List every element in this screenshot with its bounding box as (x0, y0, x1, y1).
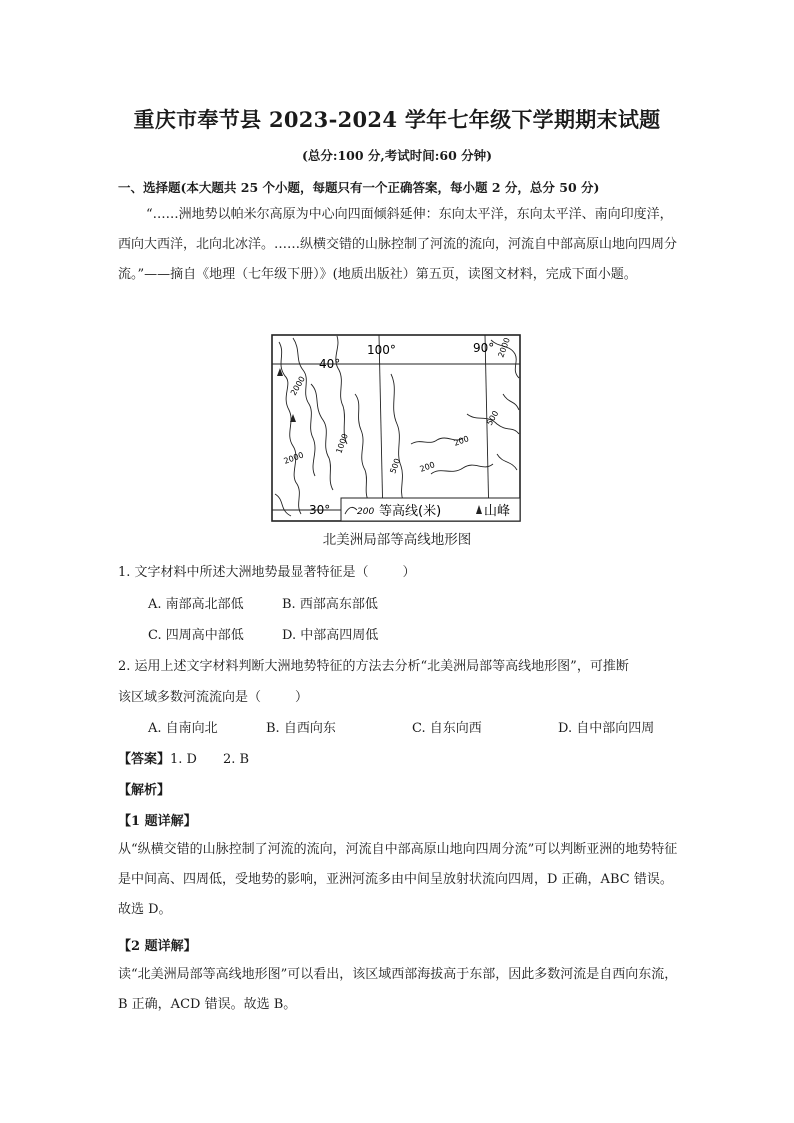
contour-label: 200 (452, 434, 471, 448)
q2-option-a: A. 自南向北 (148, 721, 218, 736)
question-2-stem-line2: 该区域多数河流流向是（ ） (118, 690, 309, 705)
material-text: “……洲地势以帕米尔高原为中心向四面倾斜延伸：东向太平洋，东向太平洋、南向印度洋，西向大西洋，北向北冰洋。……纵横交错的山脉控制了河流的流向，河流自中部高原山地向四周分流。”——摘自《地理（七年级下册）》(地质出版社）第五页，读图文材料，完成下面小题。 (118, 207, 678, 282)
contour-label: 1000 (334, 432, 350, 455)
contour-label: 500 (388, 457, 403, 475)
map-legend (341, 498, 520, 521)
q1-option-b: B. 西部高东部低 (282, 597, 378, 612)
lat-label-40: 40° (319, 357, 341, 371)
legend-contour-value: 200 (357, 507, 375, 517)
legend-peak-label: 山峰 (484, 504, 511, 519)
lon-label-100: 100° (367, 343, 396, 357)
answer-1: 1. D (170, 752, 197, 767)
answer-2: 2. B (222, 752, 250, 767)
q2-option-b: B. 自西向东 (266, 721, 336, 736)
map-caption: 北美洲局部等高线地形图 (322, 532, 472, 548)
contour-label: 2000 (288, 374, 307, 397)
contour-map (271, 334, 521, 522)
q1-option-c: C. 四周高中部低 (148, 628, 244, 643)
contour-label: 2000 (496, 336, 512, 359)
q2-option-c: C. 自东向西 (412, 721, 482, 736)
contour-label: 2000 (282, 450, 305, 466)
q1-analysis-text: 从“纵横交错的山脉控制了河流的流向，河流自中部高原山地向四周分流”可以判断亚洲的地势特征是中间高、四周低，受地势的影响，亚洲河流多由中间呈放射状流向四周，D 正确，ABC 错误。故选 D。 (118, 842, 678, 917)
question-2-stem-line1: 2. 运用上述文字材料判断大洲地势特征的方法去分析“北美洲局部等高线地形图”，可推断 (118, 659, 629, 674)
section-heading: 一、选择题(本大题共 25 个小题，每题只有一个正确答案，每小题 2 分，总分 50 分) (118, 180, 600, 195)
q2-analysis-text: 读“北美洲局部等高线地形图”可以看出，该区域西部海拔高于东部，因此多数河流是自西向东流，B 正确，ACD 错误。故选 B。 (118, 967, 678, 1012)
lat-label-30: 30° (309, 503, 331, 517)
exam-info: (总分:100 分,考试时间:60 分钟) (301, 148, 493, 163)
q2-analysis-label: 【2 题详解】 (118, 939, 197, 954)
answer-label: 【答案】 (118, 752, 171, 767)
q1-analysis-label: 【1 题详解】 (118, 814, 197, 829)
q2-option-d: D. 自中部向四周 (558, 721, 655, 736)
analysis-label: 【解析】 (118, 783, 171, 798)
answer-line (118, 748, 249, 767)
page-title: 重庆市奉节县 2023-2024 学年七年级下学期期末试题 (133, 107, 661, 132)
contour-label: 200 (418, 460, 437, 474)
q1-option-a: A. 南部高北部低 (148, 597, 244, 612)
contour-label: 500 (484, 409, 501, 427)
question-1-stem: 1. 文字材料中所述大洲地势最显著特征是（ ） (118, 565, 416, 580)
q1-option-d: D. 中部高四周低 (282, 628, 379, 643)
legend-contour-label: 等高线(米) (379, 504, 442, 519)
lon-label-90: 90° (473, 341, 495, 355)
